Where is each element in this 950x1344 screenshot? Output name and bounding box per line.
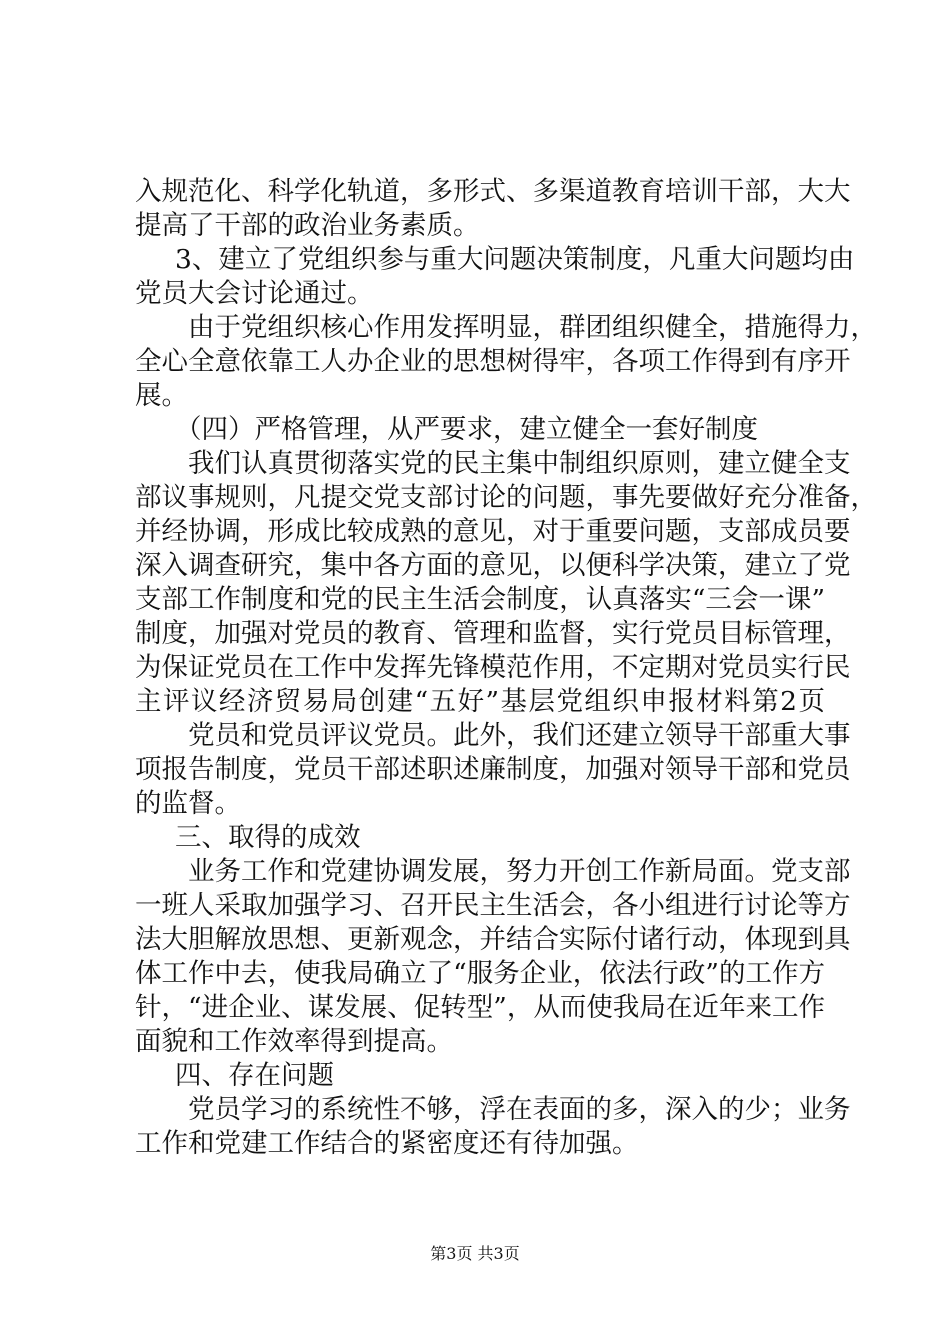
text-line: 并经协调，形成比较成熟的意见，对于重要问题，支部成员要 [135, 516, 851, 547]
text-line: 提高了干部的政治业务素质。 [135, 210, 480, 241]
text-line: 针，“进企业、谋发展、促转型”，从而使我局在近年来工作 [135, 992, 825, 1023]
text-line: 的监督。 [135, 788, 241, 819]
page-footer [0, 1244, 950, 1264]
text-line: 主评议经济贸易局创建“五好”基层党组织申报材料第2页 [135, 686, 825, 717]
text-line: 我们认真贯彻落实党的民主集中制组织原则，建立健全支 [188, 448, 851, 479]
text-line: 党员和党员评议党员。此外，我们还建立领导干部重大事 [188, 720, 851, 751]
section-heading: 三、取得的成效 [175, 822, 361, 853]
text-line: 面貌和工作效率得到提高。 [135, 1026, 453, 1057]
text-line: 为保证党员在工作中发挥先锋模范作用，不定期对党员实行民 [135, 652, 851, 683]
section-heading: （四）严格管理，从严要求，建立健全一套好制度 [175, 414, 758, 445]
document-body [135, 175, 877, 1161]
text-line: 法大胆解放思想、更新观念，并结合实际付诸行动，体现到具 [135, 924, 851, 955]
text-line: 党员大会讨论通过。 [135, 278, 374, 309]
text-line: 3、建立了党组织参与重大问题决策制度，凡重大问题均由 [175, 244, 855, 275]
text-line: 支部工作制度和党的民主生活会制度，认真落实“三会一课” [135, 584, 825, 615]
text-line: 制度，加强对党员的教育、管理和监督，实行党员目标管理， [135, 618, 851, 649]
text-line: 全心全意依靠工人办企业的思想树得牢，各项工作得到有序开 [135, 346, 851, 377]
section-heading: 四、存在问题 [175, 1060, 334, 1091]
text-line: 业务工作和党建协调发展，努力开创工作新局面。党支部 [188, 856, 851, 887]
text-line: 一班人采取加强学习、召开民主生活会，各小组进行讨论等方 [135, 890, 851, 921]
text-line: 展。 [135, 380, 188, 411]
text-line: 党员学习的系统性不够，浮在表面的多，深入的少；业务 [188, 1094, 851, 1125]
text-line: 深入调查研究，集中各方面的意见，以便科学决策，建立了党 [135, 550, 851, 581]
text-line: 入规范化、科学化轨道，多形式、多渠道教育培训干部，大大 [135, 176, 851, 207]
text-line: 部议事规则，凡提交党支部讨论的问题，事先要做好充分准备， [135, 482, 877, 513]
text-line: 体工作中去，使我局确立了“服务企业，依法行政”的工作方 [135, 958, 825, 989]
text-line: 项报告制度，党员干部述职述廉制度，加强对领导干部和党员 [135, 754, 851, 785]
page-number-label: 第3页 共3页 [430, 1244, 520, 1263]
text-line: 由于党组织核心作用发挥明显，群团组织健全，措施得力， [188, 312, 877, 343]
text-line: 工作和党建工作结合的紧密度还有待加强。 [135, 1128, 639, 1159]
